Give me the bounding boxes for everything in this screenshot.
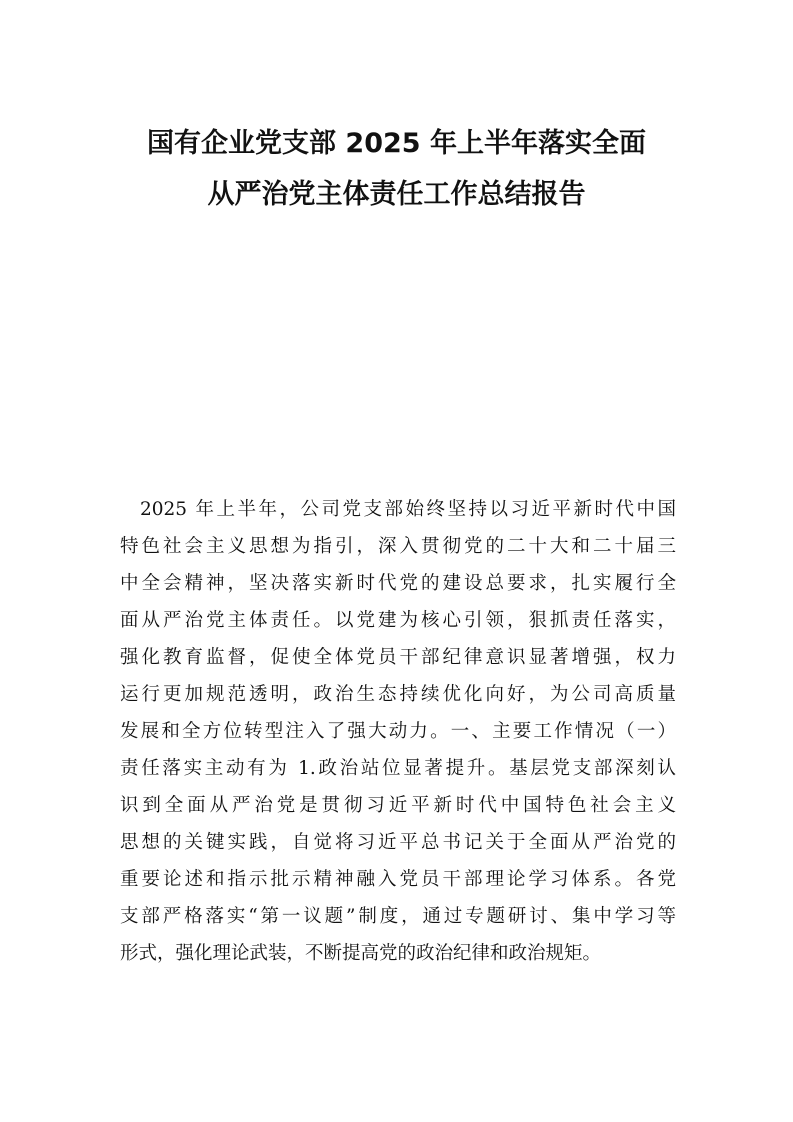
body-line: 强化教育监督，促使全体党员干部纪律意识显著增强，权力: [120, 647, 676, 668]
body-line: 支部严格落实“第一议题”制度，通过专题研讨、集中学习等: [120, 906, 676, 927]
body-line: 识到全面从严治党是贯彻习近平新时代中国特色社会主义: [120, 795, 676, 816]
document-body-paragraph: [120, 491, 676, 972]
document-title-line-1: 国有企业党支部 2025 年上半年落实全面: [147, 128, 646, 159]
body-line: 形式，强化理论武装，不断提高党的政治纪律和政治规矩。: [120, 943, 602, 964]
body-line: 2025 年上半年，公司党支部始终坚持以习近平新时代中国: [140, 499, 676, 520]
document-title-line-2: 从严治党主体责任工作总结报告: [207, 179, 586, 210]
body-line: 特色社会主义思想为指引，深入贯彻党的二十大和二十届三: [120, 536, 676, 557]
body-line: 重要论述和指示批示精神融入党员干部理论学习体系。各党: [120, 869, 676, 890]
body-line: 发展和全方位转型注入了强大动力。一、主要工作情况（一）: [120, 721, 676, 742]
body-line: 中全会精神，坚决落实新时代党的建设总要求，扎实履行全: [120, 573, 676, 594]
body-line: 运行更加规范透明，政治生态持续优化向好，为公司高质量: [120, 684, 676, 705]
body-line: 思想的关键实践，自觉将习近平总书记关于全面从严治党的: [120, 832, 676, 853]
body-line: 责任落实主动有为 1.政治站位显著提升。基层党支部深刻认: [120, 758, 676, 779]
body-line: 面从严治党主体责任。以党建为核心引领，狠抓责任落实，: [120, 610, 676, 631]
